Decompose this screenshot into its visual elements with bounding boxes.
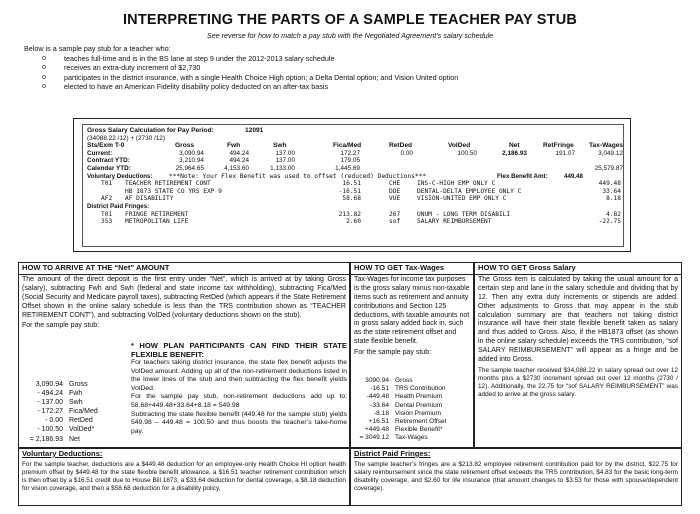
intro-bullet-list [42, 54, 458, 92]
calc-label: RetDed [69, 417, 93, 424]
fringe-line [87, 211, 619, 219]
fringe-code: T01 [101, 210, 113, 218]
calc-value: 3,090.94 [35, 381, 63, 388]
calc-value: - 0.00 [45, 417, 63, 424]
fringe-label: District Paid Fringes: [87, 202, 150, 210]
vol-note: ***Note: Your Flex Benefit was used to offset (reduced) Deductions*** [169, 172, 427, 180]
voluntary-deductions-box [18, 448, 350, 506]
cell-fica: 172.27 [340, 149, 360, 157]
fringe-amount: 213.82 [338, 210, 361, 218]
deduction-line [87, 180, 619, 188]
col-header-fica: Fica/Med [333, 142, 362, 150]
tax-calculation [355, 377, 471, 447]
cell-gross: 25,964.65 [175, 164, 204, 172]
ded-desc: VISION-UNITED EMP ONLY C [417, 195, 507, 203]
fringe-desc: UNUM - LONG TERM DISABILI [417, 210, 511, 218]
fringe-amount: 2.60 [346, 218, 361, 226]
intro-section [24, 44, 458, 92]
fringe-code: sof [389, 218, 401, 226]
fringe-code: 267 [389, 210, 401, 218]
calc-label: Net [69, 436, 80, 443]
ded-desc: DENTAL-DELTA EMPLOYEE ONLY C [417, 187, 522, 195]
cell-swh: 137.00 [275, 149, 295, 157]
stub-row-contract-ytd [87, 157, 619, 165]
calc-label: Flexible Benefit* [395, 426, 443, 434]
calc-label: Fwh [69, 390, 83, 397]
row-label: Contract YTD: [87, 157, 130, 165]
ded-desc: HB 1873 STATE CO YRS EXP 9 [125, 187, 222, 195]
cell-fwh: 494.24 [229, 157, 249, 165]
tax-sample-label: For the sample pay stub: [354, 349, 432, 357]
calc-label: Vision Premium [395, 409, 442, 417]
vol-box-body: For the sample teacher, deductions are a $449.48 deduction for an employee-only Health Choice HI option health premium offset by $449.48 for the state flexible benefit allowance, a $16.51 teacher retirement contribution which is then offset by a $16.51 credit due to House Bill 1873, a $33.64 deduction for dental coverage, a $8.18 deduction for vision coverage, and then a $58.68 deduction for a disability policy. [22, 460, 346, 492]
calc-label: Tax-Wages [395, 434, 428, 442]
gross-salary-box [474, 262, 682, 448]
col-header-retfringe: RetFringe [543, 142, 574, 150]
ded-amount: 449.48 [598, 180, 621, 188]
row-label: Current: [87, 149, 113, 157]
cell-fwh: 4,153.60 [224, 164, 249, 172]
col-header-taxwages: Tax-Wages [589, 142, 624, 150]
ded-amount: 16.51 [342, 180, 361, 188]
net-amount-box [18, 262, 350, 448]
cell-gross: 3,090.94 [179, 149, 204, 157]
page-subtitle: See reverse for how to match a pay stub with the Negotiated Agreement's salary schedule [206, 31, 494, 40]
calc-label: Health Premium [395, 393, 443, 401]
ded-amount: 8.18 [606, 195, 621, 203]
pay-stub-guide-page [18, 8, 682, 508]
sample-pay-stub [73, 118, 631, 252]
cell-fica: 1,445.69 [335, 164, 360, 172]
cell-net: 2,186.93 [502, 149, 527, 157]
ded-code: DDE [389, 187, 401, 195]
calc-label: VolDed* [69, 426, 95, 433]
calc-label: Gross [395, 377, 413, 384]
ded-desc: TEACHER RETIREMENT CONT [125, 180, 211, 188]
net-box-body: The amount of the direct deposit is the first entry under “Net”, which is arrived at by taking Gross (salary), subtracting Fwh and Swh (federal and state income tax withholding), subtracting Fica/Med (Social Security and Medicare payroll taxes), subtracting RetDed (which appears if the State Retirement Offset shown in the online salary schedule is less than the TRS contribution shown as “TEACHER RETIREMENT CONT”), and subtracting VolDed (voluntary deductions shown on the stub). [22, 275, 346, 319]
cell-fica: 179.05 [340, 157, 360, 165]
calc-value: +449.48 [364, 426, 389, 434]
col-header-net: Net [509, 142, 520, 150]
pay-stub-frame [82, 124, 624, 247]
vol-label: Voluntary Deductions: [87, 172, 153, 180]
cell-swh: 1,133.00 [270, 164, 295, 172]
page-title: INTERPRETING THE PARTS OF A SAMPLE TEACHER PAY STUB [122, 12, 578, 28]
calc-value: 3090.94 [365, 377, 389, 384]
col-header-status: Sts/Exm T-0 [87, 142, 125, 150]
ded-code: VUE [389, 195, 401, 203]
calc-value: -8.18 [373, 409, 389, 417]
col-header-swh: Swh [273, 142, 287, 150]
cell-swh: 137.00 [275, 157, 295, 165]
stub-column-headers [87, 142, 624, 150]
calc-label: Gross Salary Calculation for Pay Period: [87, 127, 214, 134]
intro-bullet: o elected to have an American Fidelity disability policy deducted on an after-tax basis [42, 82, 458, 92]
stub-row-current [87, 149, 623, 158]
fringe-code: 353 [101, 218, 113, 226]
ded-desc: AF DISABILITY [125, 195, 174, 203]
ded-amount: 58.68 [342, 195, 361, 203]
calc-value: -33.64 [370, 401, 389, 409]
calc-value: -16.51 [370, 385, 389, 393]
cell-gross: 3,210.94 [179, 157, 204, 165]
calc-label: Fica/Med [69, 408, 98, 415]
gross-box-note: The sample teacher received $34,088.22 in salary spread out over 12 months plus a $2730 increment spread out over 12 months (2730 / 12). Additionally, the 22.75 for “sof SALARY REIMBURSEMENT” was added to arrive at the gross salary. [478, 366, 678, 398]
cell-taxwages: 25,579.87 [594, 164, 623, 172]
flex-body: For teachers taking district insurance, the state flex benefit adjusts the VolDed amount. Adding up all of the non-retirement deductions listed in the lower lines of the stub and then subtracting the flex benefit yields VolDed. [131, 359, 347, 392]
gross-box-body: The Gross item is calculated by taking the usual amount for a certain step and lane in the salary schedule and dividing that by 12. Then any extra duty increments or stipends are added. Other adjustments to Gross that may appear in the stub calculation summary are that teachers not taking district insurance will have their state flexible benefit taken as salary and thus added to Gross. Also, if the HB1873 offset (as shown in the online salary schedule) exceeds the TRS contribution, “sof SALARY REIMBURSEMENT” will appear as a fringe and be added into Gross. [478, 275, 678, 364]
calc-formula [87, 135, 619, 143]
calc-value: = 2,186.93 [29, 436, 63, 443]
net-sample-label: For the sample pay stub: [22, 322, 100, 330]
gross-box-heading: HOW TO GET Gross Salary [475, 263, 681, 275]
calc-period: 12091 [245, 127, 264, 134]
deduction-line [87, 188, 619, 196]
calc-label: Retirement Offset [395, 418, 447, 425]
flex-sample: For the sample pay stub, non-retirement deductions add up to: 58.68+449.48+33.64+8.18 = 549.98 [131, 393, 347, 409]
cell-volded: 100.50 [457, 149, 477, 157]
fringe-desc: FRINGE RETIREMENT [125, 210, 189, 218]
tax-box-heading: HOW TO GET Tax-Wages [351, 263, 473, 275]
calc-value: -449.48 [366, 393, 389, 401]
cell-fwh: 494.24 [229, 149, 249, 157]
fringe-box-body: The sample teacher’s fringes are a $213.82 employee retirement contribution paid for by the district, $22.75 for salary reimbursement since the state retirement offset exceeds the TRS contribution, $4.83 for the basic long-term disability coverage, and $2.60 for life insurance (that amount changes to $3.53 for those with spouse/dependent coverage). [354, 460, 678, 492]
calc-label: Dental Premium [395, 401, 443, 409]
net-box-heading: HOW TO ARRIVE AT THE “Net” AMOUNT [19, 263, 349, 275]
ded-desc: INS-C-HIGH EMP ONLY C [417, 180, 496, 188]
intro-bullet: o receives an extra-duty increment of $2,730 [42, 63, 458, 73]
ded-code: T01 [101, 180, 113, 188]
flex-tail: Subtracting the state flexible benefit (449.48 for the sample stub) yields 549.98 – 449.48 = 100.50 and thus boosts the teacher’s take-home pay. [131, 410, 347, 435]
cell-taxwages: 3,049.12 [598, 149, 623, 157]
calc-label: TRS Contribution [395, 385, 446, 393]
fringe-desc: SALARY REIMBURSEMENT [417, 218, 492, 226]
calc-value: - 494.24 [37, 390, 63, 397]
col-header-fwh: Fwh [227, 142, 241, 150]
flex-label: Flex Benefit Amt: [497, 172, 548, 180]
calc-value: = 3049.12 [359, 434, 389, 442]
calc-value: +16.51 [368, 418, 389, 425]
col-header-retded: RetDed [389, 142, 413, 150]
flex-heading: * HOW PLAN PARTICIPANTS CAN FIND THEIR STATE FLEXIBLE BENEFIT: [131, 341, 347, 359]
stub-row-calendar-ytd [87, 164, 623, 173]
intro-bullet: o teaches full-time and is in the BS lane at step 9 under the 2012-2013 salary schedule [42, 54, 458, 64]
ded-amount: -16.51 [338, 187, 361, 195]
intro-bullet: o participates in the district insurance, with a single Health Choice High option; a Delta Dental option; and Vision United option [42, 73, 458, 83]
district-fringes-header [87, 203, 619, 211]
cell-retded: 0.00 [400, 149, 413, 157]
fringe-amount: 4.82 [606, 210, 621, 218]
flex-benefit-section [131, 341, 347, 436]
net-calculation [23, 381, 123, 447]
row-label: Calendar YTD: [87, 164, 131, 172]
fringe-amount: -22.75 [598, 218, 621, 226]
calc-value: - 100.50 [37, 426, 63, 433]
fringe-line [87, 218, 619, 226]
ded-code: AF2 [101, 195, 113, 203]
ded-amount: 33.64 [602, 187, 621, 195]
deduction-line [87, 195, 619, 203]
formula-text: (34088.22 /12) + (2730 /12) [87, 134, 165, 142]
flex-amount: 449.48 [564, 172, 583, 180]
calc-value: - 137.00 [37, 399, 63, 406]
calc-label: Swh [69, 399, 83, 406]
vol-box-heading: Voluntary Deductions: [22, 449, 103, 458]
voluntary-deductions-header [87, 173, 619, 181]
district-fringes-box [350, 448, 682, 506]
intro-lead: Below is a sample pay stub for a teacher who: [24, 44, 171, 53]
tax-box-body: Tax-Wages for income tax purposes is the gross salary minus non-taxable items such as retirement and annuity contributions and Section 125 deductions, with taxable amounts not in gross salary added back in, such as the state retirement offset and state flexible benefit. [354, 275, 470, 346]
ded-code: CHE [389, 180, 401, 188]
col-header-volded: VolDed [448, 142, 471, 150]
cell-retfringe: 191.07 [555, 149, 575, 157]
calc-label: Gross [69, 381, 88, 388]
col-header-gross: Gross [175, 142, 195, 150]
fringe-desc: METROPOLITAN LIFE [125, 218, 189, 226]
tax-wages-box [350, 262, 474, 448]
calc-value: - 172.27 [37, 408, 63, 415]
stub-calc-title [87, 127, 619, 135]
fringe-box-heading: District Paid Fringes: [354, 449, 431, 458]
